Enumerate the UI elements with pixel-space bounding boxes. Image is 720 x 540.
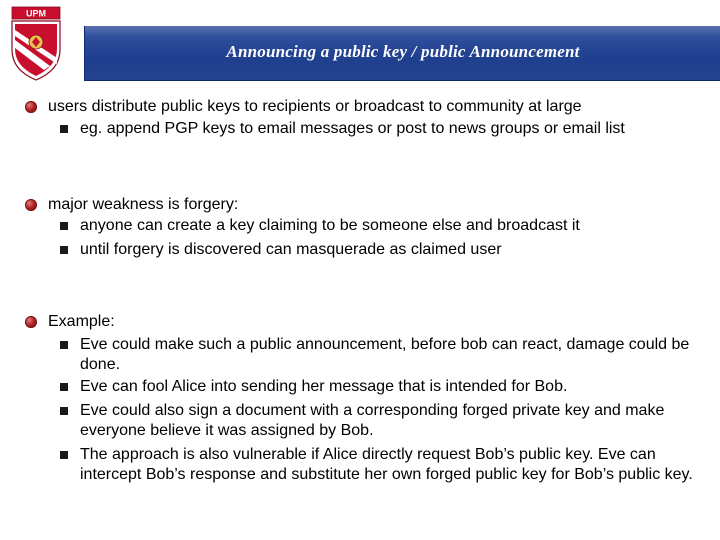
sub-bullet-text: The approach is also vulnerable if Alice directly request Bob’s public key. Eve can intercept Bob’s response and substitute her own forged public key for Bob’s public key. [80,446,693,483]
square-bullet-icon [60,246,68,254]
sub-bullet-text: Eve can fool Alice into sending her message that is intended for Bob. [80,378,568,395]
sub-bullet-text: anyone can create a key claiming to be someone else and broadcast it [80,217,580,234]
square-bullet-icon [60,125,68,133]
bullet-text: Example: [48,313,115,330]
sub-bullet-text: eg. append PGP keys to email messages or post to news groups or email list [80,120,625,137]
sub-bullet-text: Eve could make such a public announcement, before bob can react, damage could be done. [80,336,690,373]
square-bullet-icon [60,222,68,230]
square-bullet-icon [60,407,68,415]
bullet-text: users distribute public keys to recipients or broadcast to community at large [48,98,582,115]
sub-bullet-text: Eve could also sign a document with a corresponding forged private key and make everyone believe it was assigned by Bob. [80,402,665,439]
slide-title: Announcing a public key / public Announcement [226,42,580,61]
square-bullet-icon [60,383,68,391]
bullet-text: major weakness is forgery: [48,196,239,213]
sub-bullet-text: until forgery is discovered can masquerade as claimed user [80,241,502,258]
logo-text: UPM [26,8,46,19]
red-bullet-icon [25,199,37,211]
square-bullet-icon [60,451,68,459]
red-bullet-icon [25,101,37,113]
red-bullet-icon [25,316,37,328]
square-bullet-icon [60,341,68,349]
